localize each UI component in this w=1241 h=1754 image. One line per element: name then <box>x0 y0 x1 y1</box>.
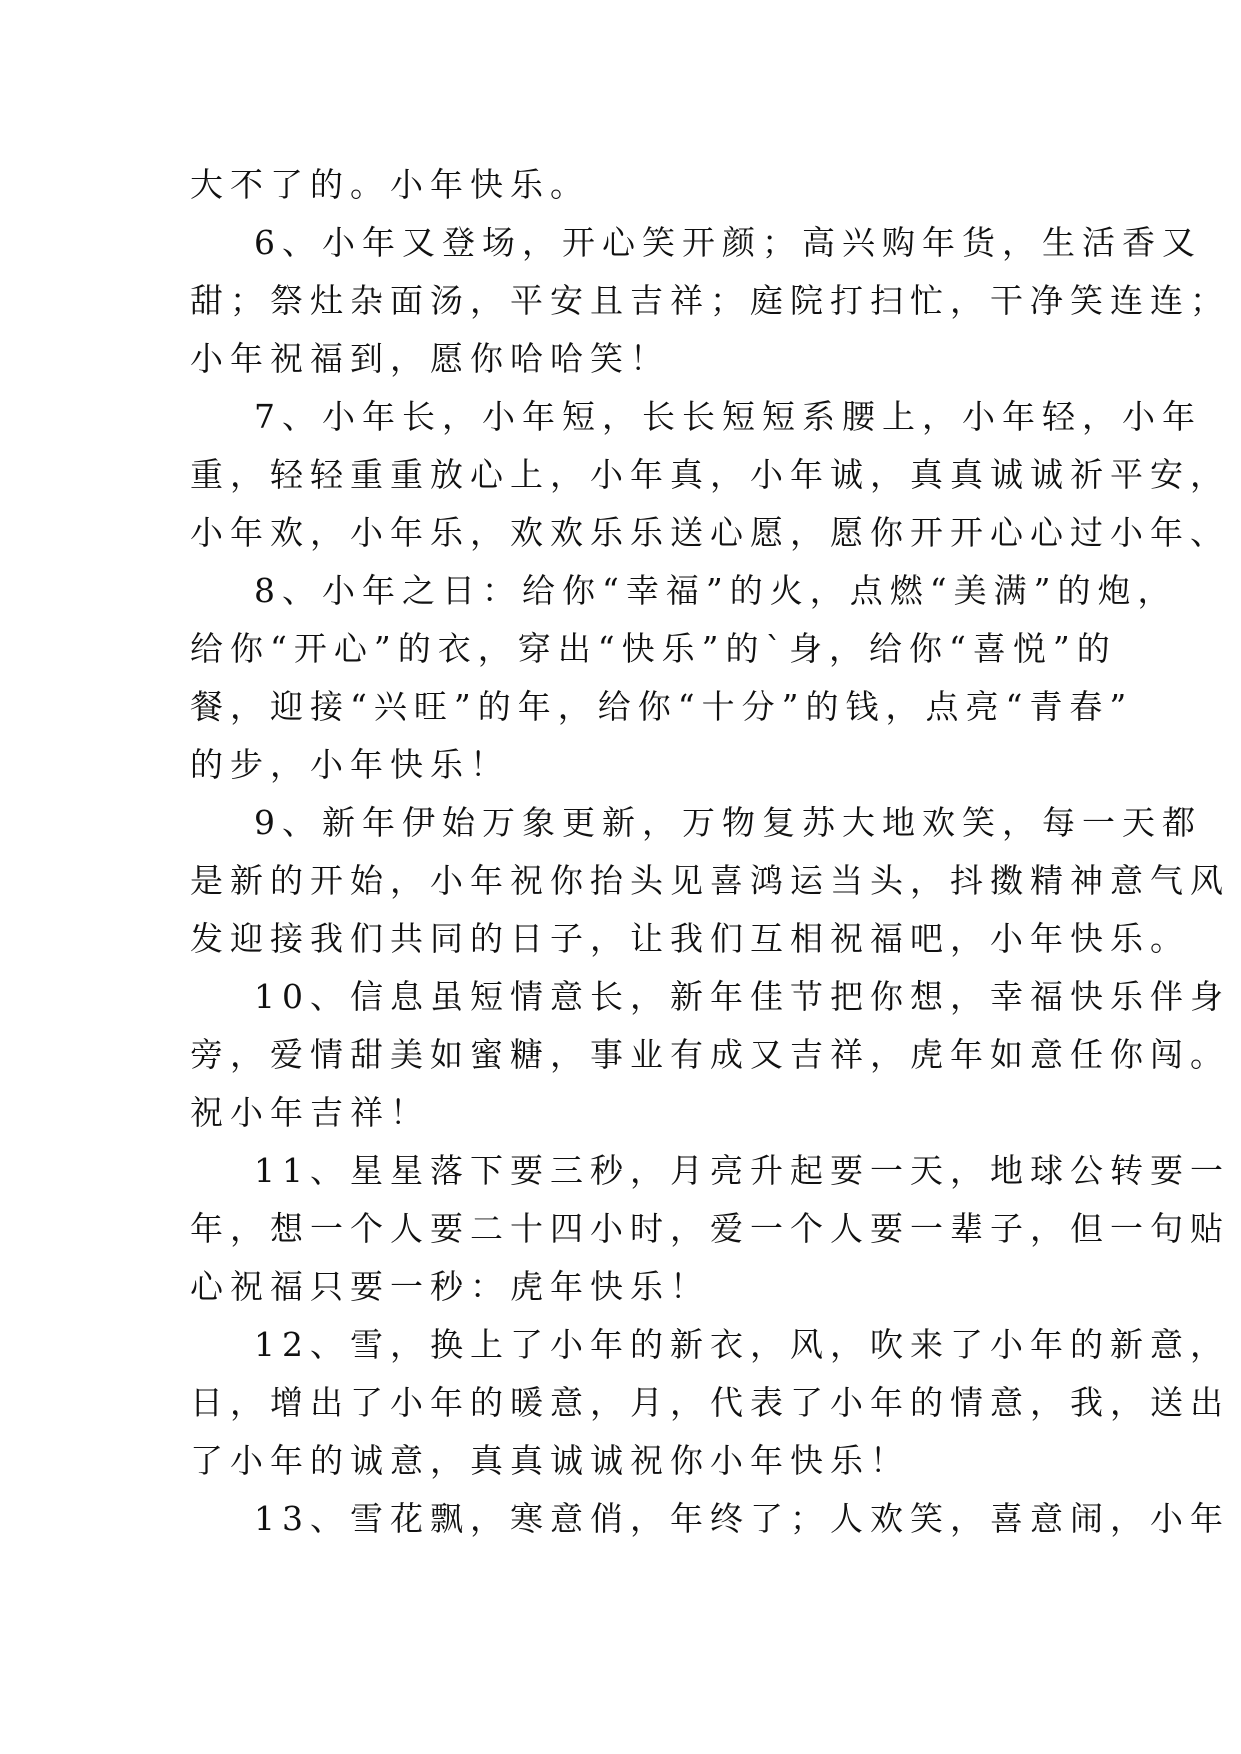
text-line: 心祝福只要一秒：虎年快乐！ <box>190 1267 710 1306</box>
text-line: 给你“开心”的衣，穿出“快乐”的`身，给你“喜悦”的 <box>190 629 1117 668</box>
paragraph-10-start: 10、信息虽短情意长，新年佳节把你想，幸福快乐伴身 <box>254 977 1230 1016</box>
paragraph-11-start: 11、星星落下要三秒，月亮升起要一天，地球公转要一 <box>254 1151 1230 1190</box>
text-line: 祝小年吉祥！ <box>190 1093 430 1132</box>
paragraph-12-start: 12、雪，换上了小年的新衣，风，吹来了小年的新意， <box>254 1325 1230 1364</box>
text-line: 了小年的诚意，真真诚诚祝你小年快乐！ <box>190 1441 910 1480</box>
paragraph-13-start: 13、雪花飘，寒意俏，年终了；人欢笑，喜意闹，小年 <box>254 1499 1230 1538</box>
text-line: 大不了的。小年快乐。 <box>190 165 590 204</box>
text-line: 小年祝福到，愿你哈哈笑！ <box>190 339 670 378</box>
text-line: 小年欢，小年乐，欢欢乐乐送心愿，愿你开开心心过小年、 <box>190 513 1230 552</box>
text-line: 重，轻轻重重放心上，小年真，小年诚，真真诚诚祈平安， <box>190 455 1230 494</box>
text-line: 年，想一个人要二十四小时，爱一个人要一辈子，但一句贴 <box>190 1209 1230 1248</box>
paragraph-9-start: 9、新年伊始万象更新，万物复苏大地欢笑，每一天都 <box>254 803 1202 842</box>
text-line: 是新的开始，小年祝你抬头见喜鸿运当头，抖擞精神意气风 <box>190 861 1230 900</box>
text-line: 日，增出了小年的暖意，月，代表了小年的情意，我，送出 <box>190 1383 1230 1422</box>
text-line: 的步，小年快乐！ <box>190 745 510 784</box>
text-line: 甜；祭灶杂面汤，平安且吉祥；庭院打扫忙，干净笑连连； <box>190 281 1230 320</box>
text-line: 发迎接我们共同的日子，让我们互相祝福吧，小年快乐。 <box>190 919 1190 958</box>
paragraph-7-start: 7、小年长，小年短，长长短短系腰上，小年轻，小年 <box>254 397 1202 436</box>
text-line: 旁，爱情甜美如蜜糖，事业有成又吉祥，虎年如意任你闯。 <box>190 1035 1230 1074</box>
paragraph-6-start: 6、小年又登场，开心笑开颜；高兴购年货，生活香又 <box>254 223 1202 262</box>
text-line: 餐，迎接“兴旺”的年，给你“十分”的钱，点亮“青春” <box>190 687 1134 726</box>
paragraph-8-start: 8、小年之日：给你“幸福”的火，点燃“美满”的炮， <box>254 571 1178 610</box>
